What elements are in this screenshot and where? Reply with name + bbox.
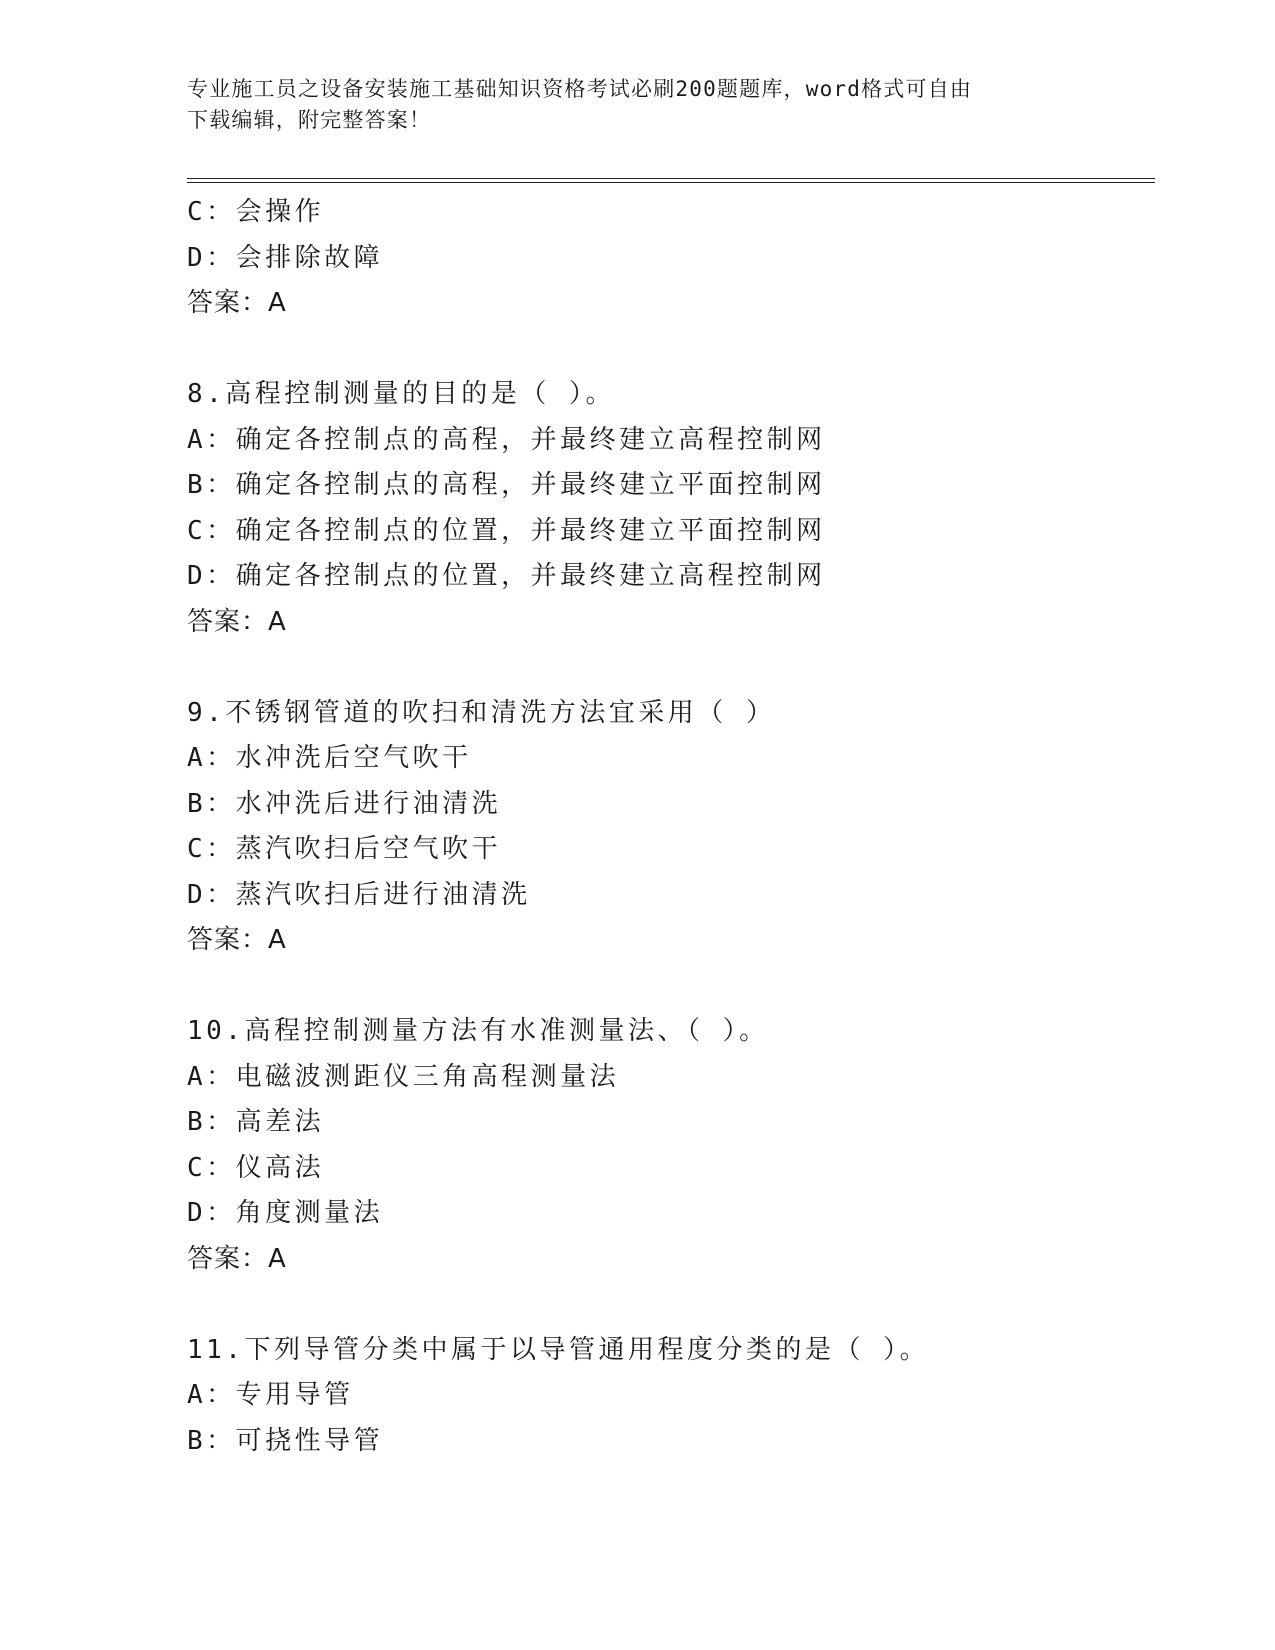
option-a: A：电磁波测距仪三角高程测量法 xyxy=(187,1061,620,1092)
option-a: A：专用导管 xyxy=(187,1380,354,1410)
answer-line: 答案：A xyxy=(187,288,287,318)
header-line-1: 专业施工员之设备安装施工基础知识资格考试必刷200题题库，word格式可自由 xyxy=(187,77,973,101)
option-b: B：水冲洗后进行油清洗 xyxy=(187,788,502,819)
option-d: D：角度测量法 xyxy=(187,1198,384,1228)
option-b: B：可挠性导管 xyxy=(187,1425,384,1456)
spacer xyxy=(187,964,1155,1010)
question-10 xyxy=(187,1009,1155,1282)
header-rule-bottom xyxy=(187,182,1155,183)
spacer xyxy=(187,1282,1155,1328)
question-text: 10.高程控制测量方法有水准测量法、（ ）。 xyxy=(187,1016,769,1046)
option-c: C：仪高法 xyxy=(187,1152,325,1183)
question-text: 8.高程控制测量的目的是（ ）。 xyxy=(187,379,615,409)
header-rule-top xyxy=(187,178,1155,179)
answer-line: 答案：A xyxy=(187,1243,287,1274)
answer-line: 答案：A xyxy=(187,606,287,637)
spacer xyxy=(187,645,1155,691)
question-9 xyxy=(187,691,1155,964)
option-d: D：蒸汽吹扫后进行油清洗 xyxy=(187,879,531,910)
answer-line: 答案：A xyxy=(187,925,287,955)
question-8 xyxy=(187,372,1155,645)
option-b: B：确定各控制点的高程，并最终建立平面控制网 xyxy=(187,470,826,500)
option-d: D：确定各控制点的位置，并最终建立高程控制网 xyxy=(187,561,826,591)
option-a: A：水冲洗后空气吹干 xyxy=(187,743,472,773)
question-list xyxy=(187,190,1155,1464)
option-c: C：会操作 xyxy=(187,197,325,227)
option-c: C：确定各控制点的位置，并最终建立平面控制网 xyxy=(187,515,826,546)
option-b: B：高差法 xyxy=(187,1107,325,1137)
question-text: 9.不锈钢管道的吹扫和清洗方法宜采用（ ） xyxy=(187,697,776,728)
question-text: 11.下列导管分类中属于以导管通用程度分类的是（ ）。 xyxy=(187,1334,930,1365)
question-7 xyxy=(187,190,1155,327)
header-line-2: 下载编辑，附完整答案！ xyxy=(187,108,432,132)
option-c: C：蒸汽吹扫后空气吹干 xyxy=(187,834,502,864)
option-a: A：确定各控制点的高程，并最终建立高程控制网 xyxy=(187,424,826,455)
question-11 xyxy=(187,1328,1155,1465)
document-header xyxy=(187,74,1087,136)
spacer xyxy=(187,327,1155,373)
option-d: D：会排除故障 xyxy=(187,242,384,273)
